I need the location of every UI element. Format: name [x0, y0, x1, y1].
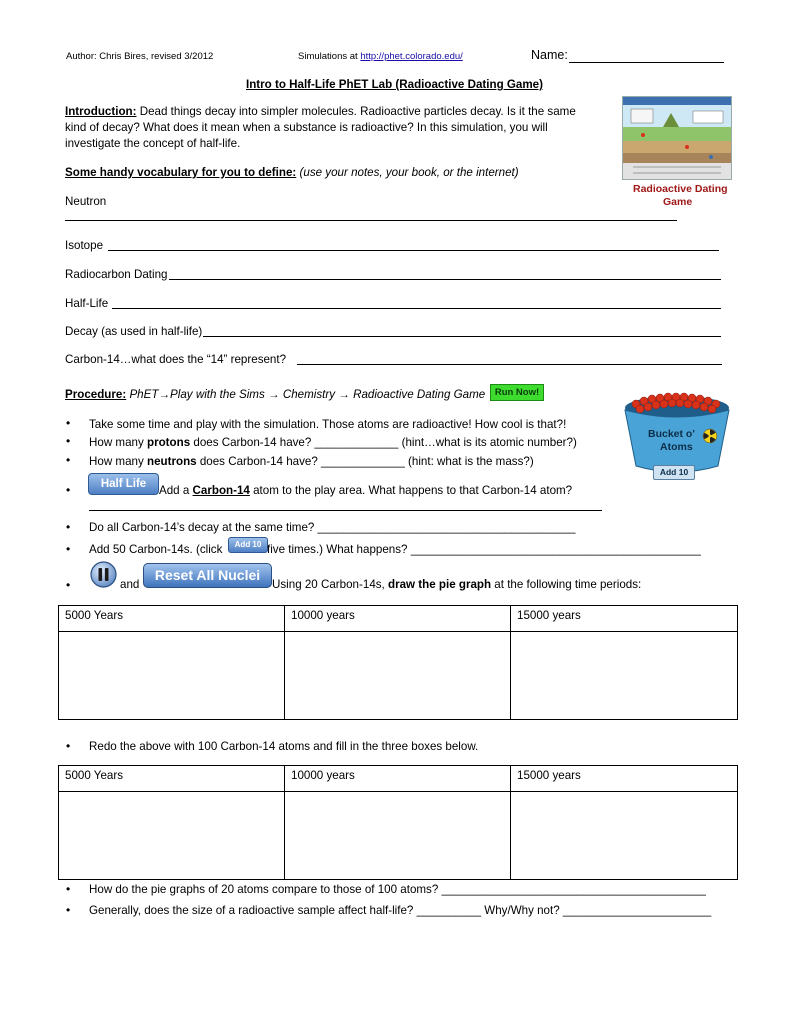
bullet-4-text [159, 484, 572, 497]
bullet-9-text: How do the pie graphs of 20 atoms compare to those of 100 atoms? _________________________________________ [89, 883, 706, 896]
bullet-6-text-b: five times.) What happens? _____________________________________________ [267, 543, 701, 556]
bullet-7-a: Using 20 Carbon-14s, [272, 578, 388, 591]
bullet-3-dot: • [66, 453, 71, 467]
procedure-path-3: Chemistry [282, 388, 336, 401]
pause-button[interactable] [90, 561, 117, 588]
bullet-4-carbon14: Carbon-14 [192, 484, 250, 497]
vocab-line-isotope[interactable] [108, 250, 719, 251]
table2-cell-15000[interactable] [511, 792, 738, 880]
intro-heading: Introduction: [65, 105, 137, 118]
procedure-arrow-3: → [338, 388, 350, 401]
pause-icon [90, 561, 117, 588]
bucket-label-1: Bucket o' [648, 428, 695, 440]
reset-all-nuclei-button[interactable]: Reset All Nuclei [143, 563, 272, 588]
vocab-term-radiocarbon: Radiocarbon Dating [65, 268, 168, 281]
simulation-thumbnail-image [623, 97, 731, 179]
bullet-7-c: at the following time periods: [491, 578, 642, 591]
bullet-7-text [272, 578, 641, 591]
bullet-4-c: atom to the play area. What happens to that Carbon-14 atom? [249, 484, 573, 497]
add-10-button[interactable]: Add 10 [228, 537, 268, 553]
procedure-path-2: Play with the Sims [170, 388, 265, 401]
intro-text-1: Dead things decay into simpler molecules. Radioactive particles decay. Is it the same [139, 105, 576, 118]
thumbnail-caption-2: Game [663, 196, 693, 208]
vocab-line-half-life[interactable] [112, 308, 721, 309]
pie-graph-table-100 [58, 765, 738, 880]
bullet-2-c: does Carbon-14 have? _____________ (hint…what is its atomic number?) [190, 436, 577, 449]
procedure-heading: Procedure: [65, 388, 127, 401]
run-now-button[interactable]: Run Now! [490, 384, 544, 401]
bullet-6-text-a: Add 50 Carbon-14s. (click [89, 543, 223, 556]
procedure-path-1: PhET [129, 388, 159, 401]
bullet-6-dot: • [66, 542, 71, 556]
bullet-4-dot: • [66, 483, 71, 497]
table1-header-15000: 15000 years [511, 606, 738, 632]
bullet-2-protons: protons [147, 436, 191, 449]
table1-header-10000: 10000 years [285, 606, 511, 632]
bullet-5-dot: • [66, 520, 71, 534]
bullet-3-text [89, 455, 534, 468]
table1-cell-5000[interactable] [59, 632, 285, 720]
bullet-7-and: and [120, 578, 140, 591]
bucket-add-10-button[interactable]: Add 10 [653, 465, 695, 480]
intro-line-3: investigate the concept of half-life. [65, 137, 241, 150]
bullet-8-text: Redo the above with 100 Carbon-14 atoms and fill in the three boxes below. [89, 740, 479, 753]
bullet-3-c: does Carbon-14 have? _____________ (hint: what is the mass?) [196, 455, 534, 468]
sims-prefix: Simulations at [298, 51, 361, 62]
procedure-arrow-1: → [158, 388, 171, 401]
bullet-5-text: Do all Carbon-14’s decay at the same time? ________________________________________ [89, 521, 576, 534]
bullet-7-b: draw the pie graph [388, 578, 492, 591]
half-life-button[interactable]: Half Life [88, 473, 159, 495]
name-label: Name: [531, 48, 568, 62]
vocab-heading: Some handy vocabulary for you to define: [65, 166, 297, 179]
procedure-path-4: Radioactive Dating Game [353, 388, 486, 401]
simulation-thumbnail[interactable] [622, 96, 732, 180]
vocab-heading-line [65, 166, 519, 179]
vocab-term-half-life: Half-Life [65, 297, 109, 310]
table1-cell-15000[interactable] [511, 632, 738, 720]
table-answer-row [59, 632, 738, 720]
vocab-line-decay[interactable] [203, 336, 721, 337]
bullet-7-dot: • [66, 578, 71, 592]
name-line[interactable] [569, 62, 724, 63]
table2-header-5000: 5000 Years [59, 766, 285, 792]
table2-header-10000: 10000 years [285, 766, 511, 792]
intro-line-2: kind of decay? What does it mean when a substance is radioactive? In this simulation, you will [65, 121, 548, 134]
table-header-row [59, 766, 738, 792]
bullet-4-a: Add a [159, 484, 193, 497]
bullet-4-answer-line[interactable] [89, 510, 602, 511]
vocab-term-isotope: Isotope [65, 239, 104, 252]
vocab-line-carbon14[interactable] [297, 364, 722, 365]
bullet-2-a: How many [89, 436, 147, 449]
bullet-10-text: Generally, does the size of a radioactive sample affect half-life? __________ Why/Why not? _______________________ [89, 904, 712, 917]
author-line: Author: Chris Bires, revised 3/2012 [66, 51, 214, 62]
table-header-row [59, 606, 738, 632]
vocab-term-decay: Decay (as used in half-life) [65, 325, 203, 338]
vocab-term-neutron: Neutron [65, 195, 107, 208]
bullet-1-text: Take some time and play with the simulation. Those atoms are radioactive! How cool is that?! [89, 418, 567, 431]
bullet-2-text [89, 436, 577, 449]
bucket-label-2: Atoms [660, 441, 693, 453]
bullet-2-dot: • [66, 434, 71, 448]
intro-line-1 [65, 105, 576, 118]
bullet-10-dot: • [66, 903, 71, 917]
table-answer-row [59, 792, 738, 880]
pie-graph-table-20 [58, 605, 738, 720]
vocab-line-neutron[interactable] [65, 220, 677, 221]
bucket-of-atoms-image[interactable] [622, 388, 732, 480]
bullet-1-dot: • [66, 416, 71, 430]
sims-line [298, 51, 463, 62]
bullet-3-neutrons: neutrons [147, 455, 197, 468]
table1-cell-10000[interactable] [285, 632, 511, 720]
phet-link[interactable]: http://phet.colorado.edu/ [360, 51, 463, 62]
table2-cell-10000[interactable] [285, 792, 511, 880]
bullet-3-a: How many [89, 455, 147, 468]
page-title: Intro to Half-Life PhET Lab (Radioactive Dating Game) [246, 78, 543, 91]
table2-header-15000: 15000 years [511, 766, 738, 792]
vocab-term-carbon14: Carbon-14…what does the “14” represent? [65, 353, 287, 366]
bullet-9-dot: • [66, 882, 71, 896]
vocab-line-radiocarbon[interactable] [169, 279, 721, 280]
table2-cell-5000[interactable] [59, 792, 285, 880]
table1-header-5000: 5000 Years [59, 606, 285, 632]
vocab-note: (use your notes, your book, or the internet) [299, 166, 519, 179]
procedure-line [65, 388, 485, 401]
thumbnail-caption-1: Radioactive Dating [633, 183, 728, 195]
bullet-8-dot: • [66, 739, 71, 753]
procedure-arrow-2: → [268, 388, 280, 401]
